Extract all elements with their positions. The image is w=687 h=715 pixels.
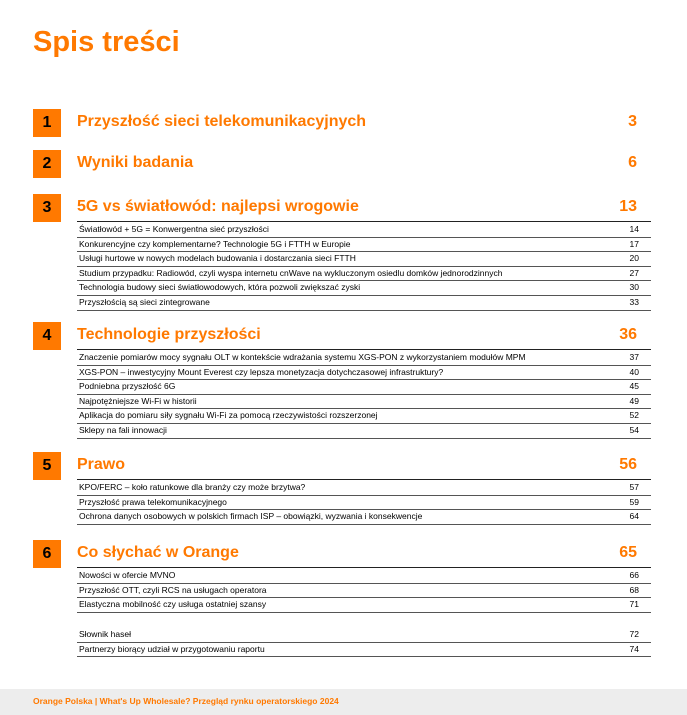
chapter-page: 6: [628, 154, 637, 171]
toc-item-page: 68: [629, 584, 639, 595]
toc-item-title: Partnerzy biorący udział w przygotowaniu raportu: [79, 643, 265, 654]
toc-item-title: Ochrona danych osobowych w polskich firmach ISP – obowiązki, wyzwania i konsekwencje: [79, 511, 423, 522]
toc-item-page: 64: [629, 511, 639, 522]
toc-item-title: Technologia budowy sieci światłowodowych, która pozwoli zwiększać zyski: [79, 282, 361, 293]
chapter-items: [77, 569, 651, 613]
toc-item-title: Studium przypadku: Radiowód, czyli wyspa internetu cnWave na wykluczonym osiedlu domków jednorodzinnych: [79, 267, 503, 278]
chapter-5[interactable]: [33, 452, 651, 525]
chapter-page: 13: [619, 198, 637, 215]
toc-item[interactable]: [77, 569, 651, 584]
footer-text: Orange Polska | What's Up Wholesale? Przegląd rynku operatorskiego 2024: [33, 696, 339, 706]
toc-item-title: Nowości w ofercie MVNO: [79, 570, 176, 580]
toc-item[interactable]: [77, 281, 651, 296]
chapter-page: 3: [628, 113, 637, 130]
toc-item-title: XGS-PON – inwestycyjny Mount Everest czy lepsza monetyzacja dotychczasowej infrastruktury?: [79, 366, 444, 377]
toc-item-page: 57: [629, 482, 639, 492]
chapter-title[interactable]: Wyniki badania: [77, 154, 194, 171]
toc-item-page: 71: [629, 599, 639, 610]
toc-item-page: 54: [629, 424, 639, 435]
toc-item-page: 72: [629, 629, 639, 639]
toc-item[interactable]: [77, 252, 651, 267]
chapter-number: 3: [33, 194, 61, 222]
chapter-items: [77, 481, 651, 525]
chapter-number: 6: [33, 540, 61, 568]
toc-item[interactable]: [77, 267, 651, 282]
extras-section: [33, 627, 651, 657]
chapter-4[interactable]: [33, 322, 651, 439]
toc-item-page: 14: [629, 224, 639, 234]
toc-item[interactable]: [77, 409, 651, 424]
chapter-title[interactable]: 5G vs światłowód: najlepsi wrogowie: [77, 198, 359, 215]
chapter-divider: [77, 567, 651, 568]
toc-item-title: Podniebna przyszłość 6G: [79, 381, 176, 392]
toc-item-title: Aplikacja do pomiaru siły sygnału Wi-Fi za pomocą rzeczywistości rozszerzonej: [79, 410, 378, 421]
toc-item[interactable]: [77, 598, 651, 613]
toc-item-page: 33: [629, 296, 639, 307]
toc-item-page: 74: [629, 643, 639, 654]
toc-item-title: Słownik haseł: [79, 629, 131, 639]
toc-item[interactable]: [77, 496, 651, 511]
chapter-title[interactable]: Prawo: [77, 456, 126, 473]
toc-item[interactable]: [77, 643, 651, 658]
toc-item-page: 59: [629, 496, 639, 507]
toc-item-title: Elastyczna mobilność czy usługa ostatniej szansy: [79, 599, 267, 610]
toc-item-page: 27: [629, 267, 639, 278]
toc-item[interactable]: [77, 351, 651, 366]
toc-item[interactable]: [77, 238, 651, 253]
toc-item-title: Światłowód + 5G = Konwergentna sieć przyszłości: [79, 224, 269, 234]
footer: [0, 689, 687, 715]
toc-item[interactable]: [77, 366, 651, 381]
chapter-divider: [77, 349, 651, 350]
toc-item[interactable]: [77, 424, 651, 439]
toc-item-page: 52: [629, 410, 639, 421]
toc-item[interactable]: [77, 395, 651, 410]
chapter-2[interactable]: [33, 150, 651, 178]
toc-item-page: 20: [629, 253, 639, 264]
toc-item-page: 66: [629, 570, 639, 580]
chapter-title[interactable]: Przyszłość sieci telekomunikacyjnych: [77, 113, 367, 130]
chapter-1[interactable]: [33, 109, 651, 137]
chapter-divider: [77, 221, 651, 222]
toc-item-title: Najpotężniejsze Wi-Fi w historii: [79, 395, 197, 406]
toc-item-page: 17: [629, 238, 639, 249]
toc-item[interactable]: [77, 223, 651, 238]
toc-item-page: 49: [629, 395, 639, 406]
toc-item-title: Konkurencyjne czy komplementarne? Technologie 5G i FTTH w Europie: [79, 238, 351, 249]
toc-item[interactable]: [77, 481, 651, 496]
chapter-title[interactable]: Technologie przyszłości: [77, 326, 261, 343]
chapter-number: 1: [33, 109, 61, 137]
toc-item-title: Znaczenie pomiarów mocy sygnału OLT w kontekście wdrażania systemu XGS-PON z wykorzystaniem modułów MPM: [79, 352, 526, 362]
toc-item[interactable]: [77, 380, 651, 395]
chapter-items: [77, 351, 651, 439]
chapter-number: 5: [33, 452, 61, 480]
toc-item-page: 40: [629, 366, 639, 377]
toc-item-title: Przyszłość prawa telekomunikacyjnego: [79, 496, 227, 507]
toc-item-page: 45: [629, 381, 639, 392]
chapter-page: 36: [619, 326, 637, 343]
toc-item-page: 30: [629, 282, 639, 293]
toc-item[interactable]: [77, 584, 651, 599]
extras-items: [77, 628, 651, 657]
chapter-items: [77, 223, 651, 311]
page-title: Spis treści: [33, 26, 180, 58]
chapter-title[interactable]: Co słychać w Orange: [77, 544, 239, 561]
chapter-divider: [77, 479, 651, 480]
toc-item-title: Przyszłością są sieci zintegrowane: [79, 296, 210, 307]
toc-item-title: Usługi hurtowe w nowych modelach budowania i dostarczania sieci FTTH: [79, 253, 356, 264]
chapter-page: 65: [619, 544, 637, 561]
chapter-page: 56: [619, 456, 637, 473]
chapter-number: 2: [33, 150, 61, 178]
chapter-6[interactable]: [33, 540, 651, 613]
toc-item-page: 37: [629, 352, 639, 362]
chapter-number: 4: [33, 322, 61, 350]
toc-item-title: Sklepy na fali innowacji: [79, 424, 167, 435]
toc-item[interactable]: [77, 628, 651, 643]
toc-item-title: KPO/FERC – koło ratunkowe dla branży czy może brzytwa?: [79, 482, 306, 492]
toc-item[interactable]: [77, 296, 651, 311]
chapter-3[interactable]: [33, 194, 651, 311]
toc-item-title: Przyszłość OTT, czyli RCS na usługach operatora: [79, 584, 267, 595]
toc-item[interactable]: [77, 510, 651, 525]
